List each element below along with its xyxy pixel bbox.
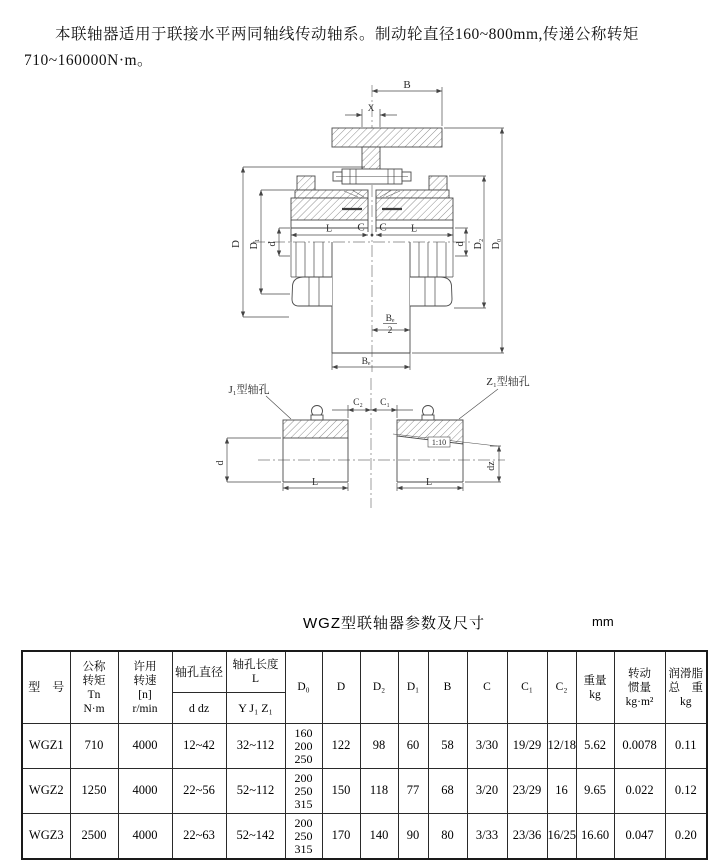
dim-label-L-right: L [410,223,418,235]
bolt-joint [333,169,411,184]
cell-weight: 5.62 [576,724,614,769]
cell-B: 68 [428,769,467,814]
header-speed: 许用 转速 [n] r/min [118,651,172,724]
cell-model: WGZ2 [22,769,70,814]
cell-inertia: 0.0078 [614,724,665,769]
header-model: 型 号 [22,651,70,724]
cell-torque: 2500 [70,814,118,860]
cell-speed: 4000 [118,769,172,814]
table-caption [0,610,726,638]
header-bore-diameter-sub: d dz [172,693,226,724]
header-C2: C₂ [547,651,576,724]
header-inertia: 转动 惯量 kg·m² [614,651,665,724]
j1-hub-section [283,420,348,438]
cell-grease: 0.20 [665,814,707,860]
header-D1: D₁ [398,651,428,724]
cell-d0: 200 250 315 [285,814,322,860]
cell-B: 58 [428,724,467,769]
cell-torque: 710 [70,724,118,769]
dim-label-L-j1: L [311,477,319,488]
cell-bore-len: 32~112 [226,724,285,769]
header-bore-length: 轴孔长度 L [226,651,285,693]
cell-bore-dia: 22~56 [172,769,226,814]
cell-D: 122 [322,724,360,769]
header-C1: C₁ [507,651,547,724]
header-weight: 重量 kg [576,651,614,724]
table-row-wgz1 [22,724,707,769]
dim-label-dz: dz [486,461,497,471]
dim-label-B: B [403,79,411,91]
cell-model: WGZ3 [22,814,70,860]
header-C: C [467,651,507,724]
cell-C1: 19/29 [507,724,547,769]
coupling-diagram [0,70,726,615]
cell-inertia: 0.022 [614,769,665,814]
dim-label-d-detail: d [215,460,226,466]
brake-rim-section [332,128,442,147]
dim-label-Be: Bₑ [361,357,371,367]
cell-weight: 9.65 [576,769,614,814]
cell-d0: 160 200 250 [285,724,322,769]
cell-bore-dia: 22~63 [172,814,226,860]
table-title: WGZ型联轴器参数及尺寸 [303,615,485,632]
cell-inertia: 0.047 [614,814,665,860]
header-torque: 公称 转矩 Tn N·m [70,651,118,724]
dim-label-C2-detail: C₂ [353,398,363,408]
cell-grease: 0.12 [665,769,707,814]
cell-C2: 12/18 [547,724,576,769]
cell-D1: 77 [398,769,428,814]
cell-D1: 90 [398,814,428,860]
detail-labels [215,374,530,488]
cell-C2: 16 [547,769,576,814]
technical-drawing-svg [0,70,726,615]
right-foot [410,277,452,306]
intro-paragraph: 本联轴器适用于联接水平两同轴线传动轴系。制动轮直径160~800mm,传递公称转矩710~160000N·m。 [24,25,639,69]
dim-label-X: X [367,103,375,113]
table-unit: mm [592,614,614,629]
cell-B: 80 [428,814,467,860]
dim-label-C1-detail: C₁ [380,398,390,408]
cell-D1: 60 [398,724,428,769]
header-bore-length-sub: Y J₁ Z₁ [226,693,285,724]
cell-speed: 4000 [118,724,172,769]
dim-label-D0: D₀ [491,238,502,250]
j1-bore-title: J₁型轴孔 [228,384,270,396]
brake-drum-lower [332,242,410,353]
brake-web-section [362,147,380,169]
dim-label-D2: D₂ [473,238,484,250]
dim-label-L-z1: L [425,477,433,488]
cell-bore-dia: 12~42 [172,724,226,769]
header-bore-diameter: 轴孔直径 [172,651,226,693]
cell-C: 3/30 [467,724,507,769]
seal-block-left [297,176,315,190]
cell-speed: 4000 [118,814,172,860]
cell-D: 150 [322,769,360,814]
header-D2: D₂ [360,651,398,724]
dim-label-Be-num: Bₑ [385,314,395,324]
params-table [21,650,708,860]
cell-D2: 140 [360,814,398,860]
cell-C1: 23/29 [507,769,547,814]
cell-weight: 16.60 [576,814,614,860]
dim-label-C-right: C [379,221,387,234]
dim-label-Be-den: 2 [387,326,393,336]
dim-label-C-left: C [357,221,365,234]
z1-bore-title: Z₁型轴孔 [486,376,530,388]
taper-ratio-label: 1:10 [431,438,447,447]
cell-D2: 118 [360,769,398,814]
header-D0: D₀ [285,651,322,724]
left-foot [292,277,332,306]
header-B: B [428,651,467,724]
cell-C: 3/33 [467,814,507,860]
seal-block-right [429,176,447,190]
cell-C2: 16/25 [547,814,576,860]
cell-model: WGZ1 [22,724,70,769]
cell-D2: 98 [360,724,398,769]
detail-dimensions [227,405,501,491]
dim-label-d-right: d [455,241,466,247]
header-grease: 润滑脂 总 重 kg [665,651,707,724]
cell-bore-len: 52~112 [226,769,285,814]
cell-C: 3/20 [467,769,507,814]
cell-torque: 1250 [70,769,118,814]
cell-bore-len: 52~142 [226,814,285,860]
table-row-wgz2 [22,769,707,814]
main-dimension-labels [230,79,502,367]
dim-label-D1: D₁ [249,238,260,250]
header-D: D [322,651,360,724]
cell-grease: 0.11 [665,724,707,769]
dim-label-D: D [230,240,242,248]
cell-D: 170 [322,814,360,860]
cell-C1: 23/36 [507,814,547,860]
table-row-wgz3 [22,814,707,860]
cell-d0: 200 250 315 [285,769,322,814]
dim-label-L-left: L [325,223,333,235]
dim-label-d-left: d [267,241,278,247]
